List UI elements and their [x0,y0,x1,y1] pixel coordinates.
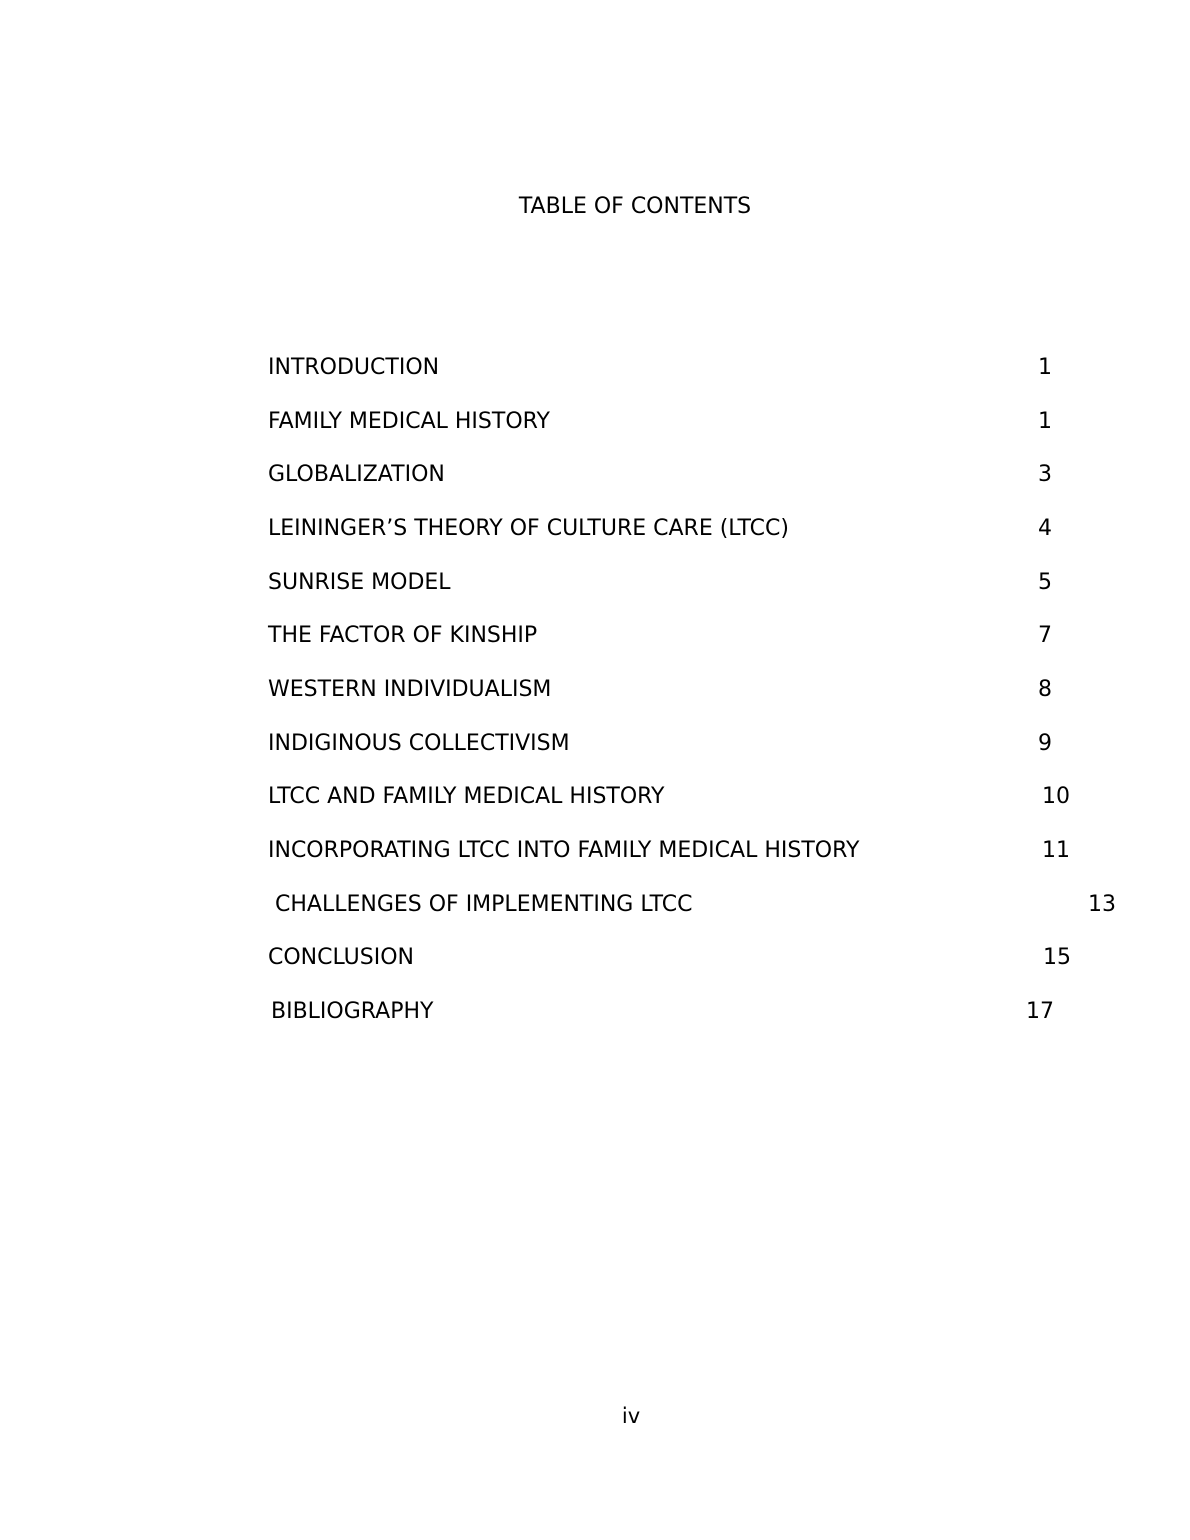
toc-entry-page: 5 [1038,570,1052,595]
toc-entry-label: LEININGER’S THEORY OF CULTURE CARE (LTCC) [268,516,789,541]
toc-entry-page: 8 [1038,677,1052,702]
toc-entry-page: 1 [1038,355,1052,380]
toc-entry-page: 9 [1038,731,1052,756]
toc-entry-page: 1 [1038,409,1052,434]
toc-entry [0,514,1190,544]
toc-entry [0,729,1190,759]
toc-entry [0,568,1190,598]
toc-entry-label: FAMILY MEDICAL HISTORY [268,409,550,434]
toc-entry-label: LTCC AND FAMILY MEDICAL HISTORY [268,784,665,809]
toc-entry-page: 11 [1042,838,1070,863]
page-number: iv [621,1404,641,1428]
toc-entry-label: INDIGINOUS COLLECTIVISM [268,731,570,756]
toc-entry-page: 3 [1038,462,1052,487]
toc-entry [0,460,1190,490]
toc-entry-page: 7 [1038,623,1052,648]
toc-entry-label: CHALLENGES OF IMPLEMENTING LTCC [275,892,693,917]
toc-entry [0,836,1190,866]
toc-entry [0,675,1190,705]
toc-entry-label: GLOBALIZATION [268,462,445,487]
toc-entry-page: 13 [1088,892,1116,917]
toc-entry [0,407,1190,437]
toc-entry-label: BIBLIOGRAPHY [271,999,434,1024]
toc-entry-label: THE FACTOR OF KINSHIP [268,623,538,648]
toc-entry-label: INTRODUCTION [268,355,440,380]
toc-title: TABLE OF CONTENTS [518,194,752,219]
toc-entry-label: CONCLUSION [268,945,414,970]
toc-entry-label: INCORPORATING LTCC INTO FAMILY MEDICAL HISTORY [268,838,860,863]
toc-entry-label: SUNRISE MODEL [268,570,451,595]
toc-entry [0,353,1190,383]
toc-entry [0,621,1190,651]
toc-entry [0,997,1190,1027]
toc-entry-page: 4 [1038,516,1052,541]
toc-entry-page: 17 [1026,999,1054,1024]
toc-entry-label: WESTERN INDIVIDUALISM [268,677,552,702]
toc-entry-page: 15 [1043,945,1071,970]
toc-entry-page: 10 [1042,784,1070,809]
toc-entry [0,890,1190,920]
toc-entry [0,943,1190,973]
toc-entry [0,782,1190,812]
